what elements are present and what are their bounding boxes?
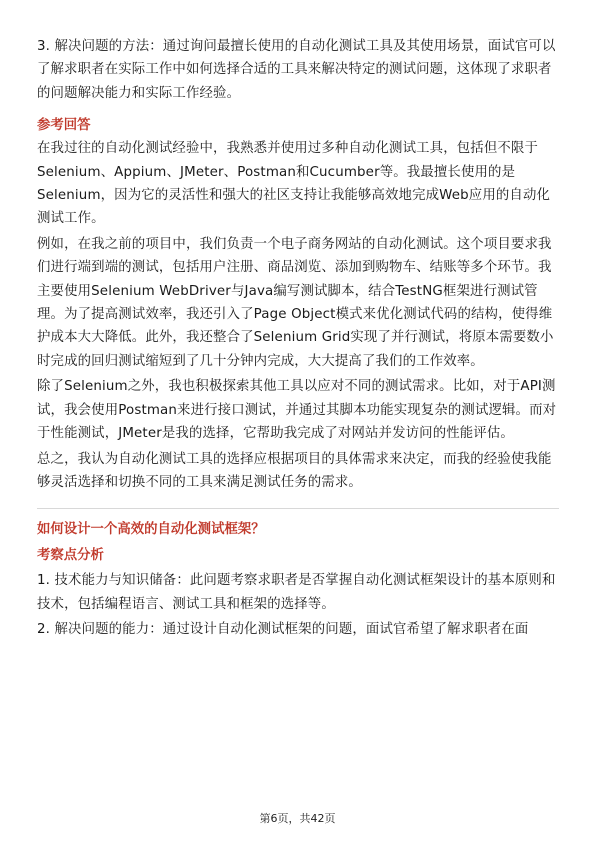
section-divider <box>37 508 559 509</box>
analysis-point-2: 2. 解决问题的能力：通过设计自动化测试框架的问题，面试官希望了解求职者在面 <box>37 622 529 638</box>
reference-paragraph-1: 在我过往的自动化测试经验中，我熟悉并使用过多种自动化测试工具，包括但不限于Selenium、Appium、JMeter、Postman和Cucumber等。我最擅长使用的是Selenium，因为它的灵活性和强大的社区支持让我能够高效地完成Web应用的自动化测试工作。 <box>37 141 551 227</box>
page-content <box>37 35 559 642</box>
question-title: 如何设计一个高效的自动化测试框架？ <box>37 522 265 538</box>
analysis-point-1: 1. 技术能力与知识储备：此问题考察求职者是否掌握自动化测试框架设计的基本原则和技术，包括编程语言、测试工具和框架的选择等。 <box>37 573 556 612</box>
page-number: 第6页，共42页 <box>259 812 336 825</box>
intro-point-3: 3. 解决问题的方法：通过询问最擅长使用的自动化测试工具及其使用场景，面试官可以了解求职者在实际工作中如何选择合适的工具来解决特定的测试问题，这体现了求职者的问题解决能力和实际工作经验。 <box>37 39 556 101</box>
reference-answer-heading: 参考回答 <box>37 118 91 134</box>
reference-paragraph-3: 除了Selenium之外，我也积极探索其他工具以应对不同的测试需求。比如，对于API测试，我会使用Postman来进行接口测试，并通过其脚本功能实现复杂的测试逻辑。而对于性能测试，JMeter是我的选择，它帮助我完成了对网站并发访问的性能评估。 <box>37 379 557 442</box>
reference-paragraph-2: 例如，在我之前的项目中，我们负责一个电子商务网站的自动化测试。这个项目要求我们进行端到端的测试，包括用户注册、商品浏览、添加到购物车、结账等多个环节。我主要使用Selenium WebDriver与Java编写测试脚本，结合TestNG框架进行测试管理。为了提高测试效率，我还引入了Page Object模式来优化测试代码的结构，使得维护成本大大降低。此外，我还整合了Selenium Grid实现了并行测试，将原本需要数小时完成的回归测试缩短到了几十分钟内完成，大大提高了我们的工作效率。 <box>37 236 554 369</box>
reference-paragraph-4: 总之，我认为自动化测试工具的选择应根据项目的具体需求来决定，而我的经验使我能够灵活选择和切换不同的工具来满足测试任务的需求。 <box>37 451 552 490</box>
analysis-heading: 考察点分析 <box>37 548 104 564</box>
